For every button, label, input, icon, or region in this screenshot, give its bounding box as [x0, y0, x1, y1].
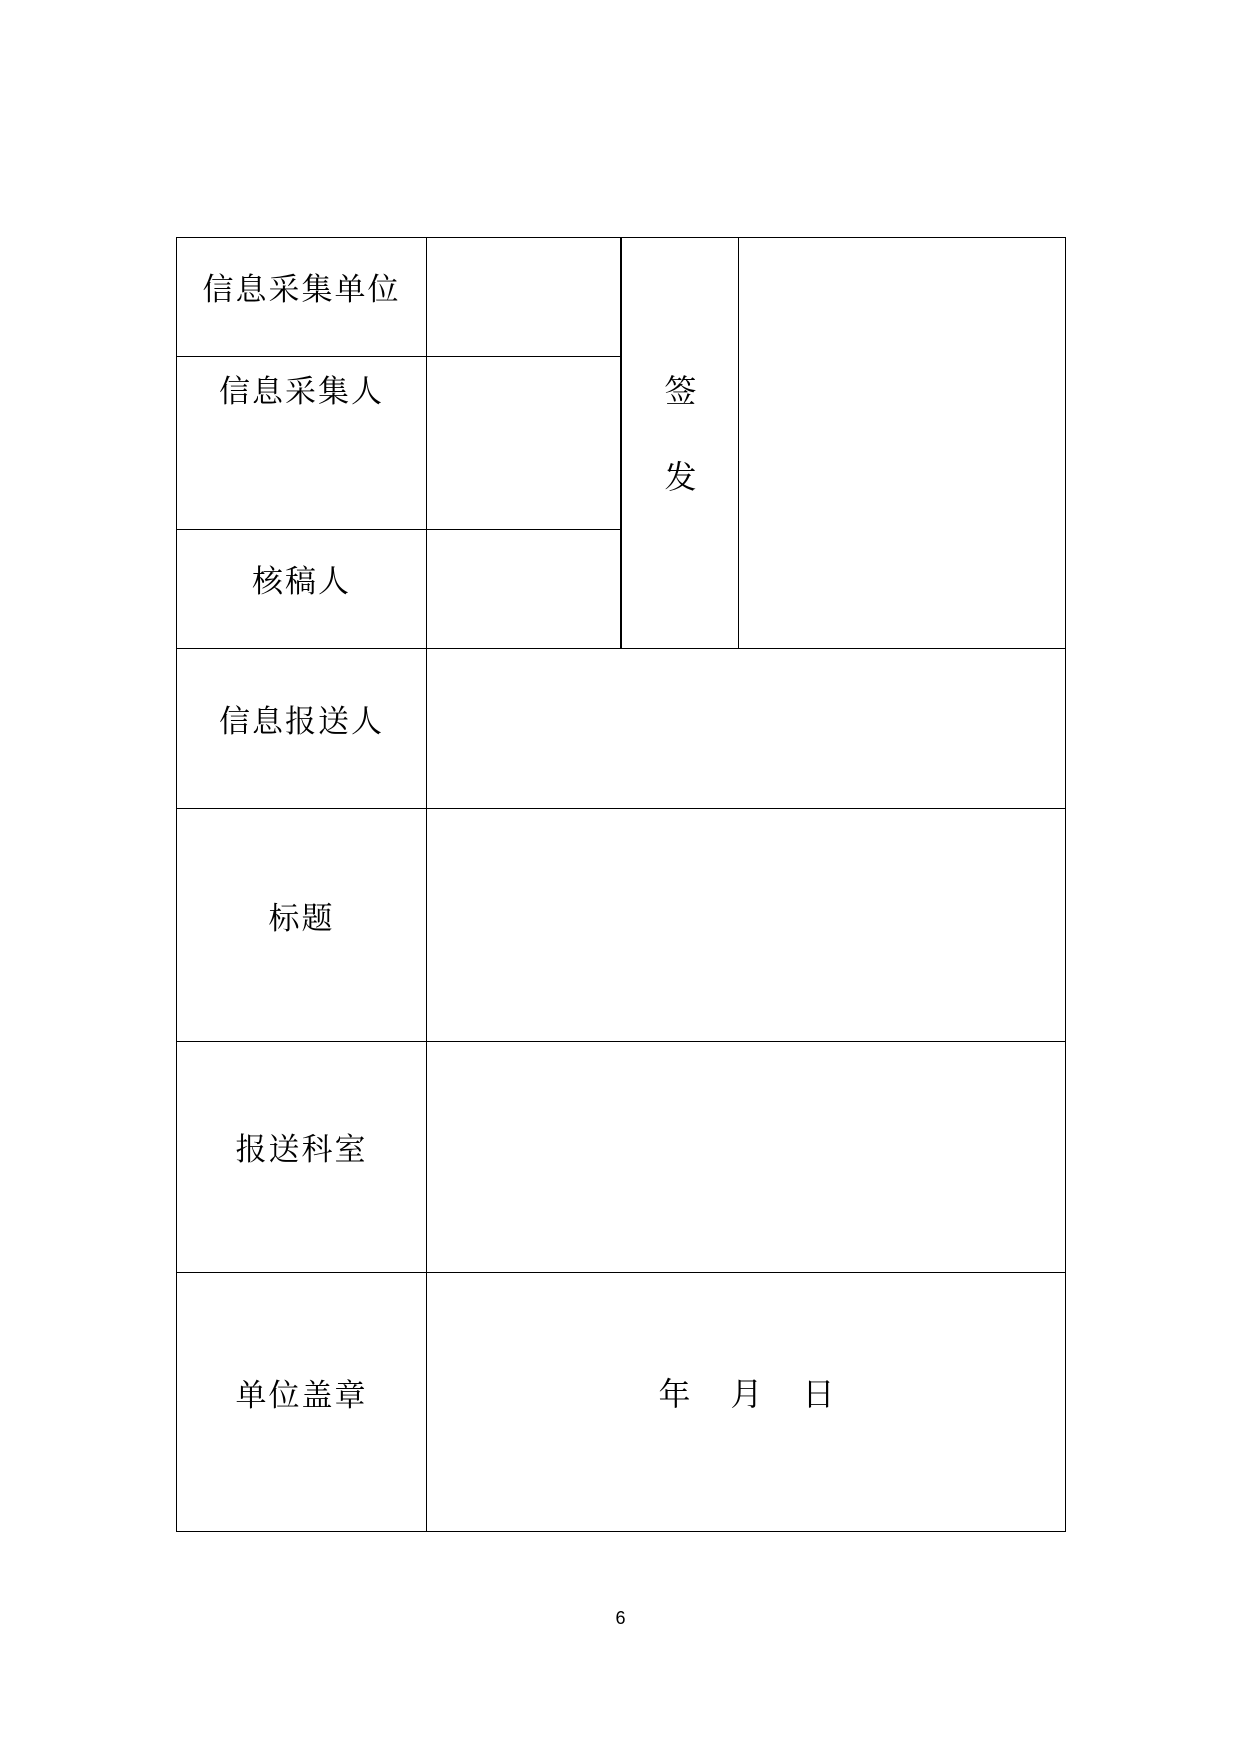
table-line-row5 [176, 1041, 1066, 1042]
department-label: 报送科室 [235, 1131, 368, 1168]
title-label: 标题 [268, 900, 335, 937]
date-day: 日 [802, 1375, 835, 1413]
collector-label: 信息采集人 [219, 373, 384, 410]
seal-label: 单位盖章 [235, 1377, 368, 1414]
reporter-field[interactable] [428, 650, 1064, 807]
sign-off-field[interactable] [740, 239, 1064, 647]
reviewer-field[interactable] [428, 531, 620, 647]
seal-date [428, 1372, 1065, 1412]
sign-label-1: 签 [664, 372, 697, 410]
collector-field[interactable] [428, 358, 620, 528]
date-month: 月 [730, 1375, 763, 1413]
reviewer-label: 核稿人 [252, 563, 351, 600]
collect-unit-field[interactable] [428, 239, 620, 355]
table-border-left [176, 237, 177, 1532]
table-border-right [1065, 237, 1066, 1532]
date-year: 年 [658, 1375, 691, 1413]
table-line-row4 [176, 808, 1066, 809]
table-line-label-col [426, 237, 427, 1532]
collect-unit-label: 信息采集单位 [202, 271, 401, 308]
department-field[interactable] [428, 1043, 1064, 1271]
table-border-bottom [176, 1531, 1066, 1532]
title-field[interactable] [428, 810, 1064, 1040]
reporter-label: 信息报送人 [219, 703, 384, 740]
table-line-row6 [176, 1272, 1066, 1273]
table-line-row2 [176, 529, 621, 530]
page-number: 6 [615, 1608, 626, 1628]
sign-off-column [622, 238, 739, 649]
table-line-row1 [176, 356, 621, 357]
sign-label-2: 发 [664, 458, 697, 496]
